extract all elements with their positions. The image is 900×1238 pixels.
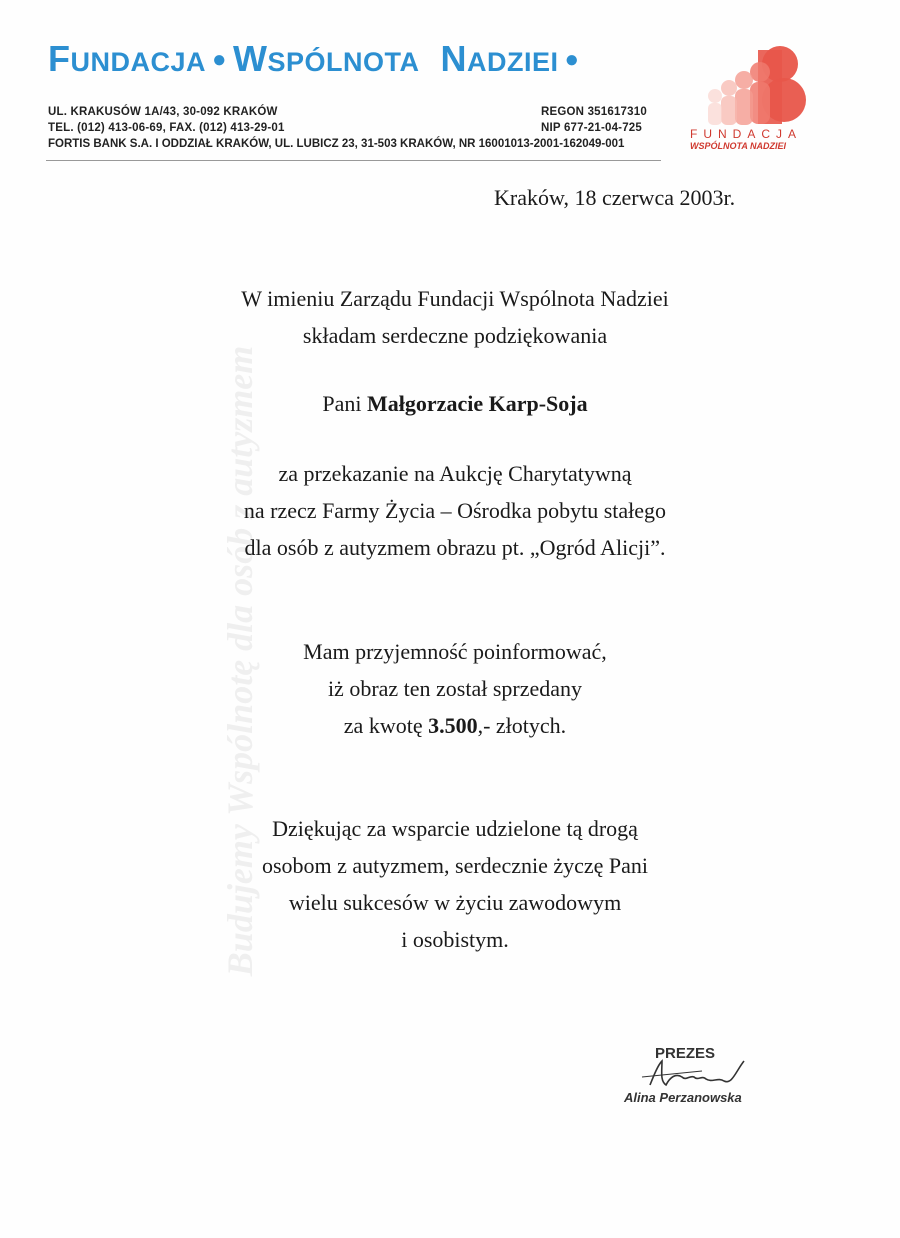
side-watermark: Budujemy Wspólnotę dla osób z autyzmem bbox=[220, 345, 260, 977]
address-line-2: TEL. (012) 413-06-69, FAX. (012) 413-29-01 bbox=[48, 122, 285, 134]
bullet-dot-icon: ● bbox=[212, 46, 228, 73]
foundation-title bbox=[48, 38, 586, 80]
title-word-2: WSPÓLNOTA bbox=[233, 38, 420, 79]
paragraph-line: Mam przyjemność poinformować, bbox=[303, 639, 607, 664]
sale-amount: 3.500 bbox=[428, 713, 478, 738]
address-line-1: UL. KRAKUSÓW 1A/43, 30-092 KRAKÓW bbox=[48, 106, 278, 118]
paragraph-line: Dziękując za wsparcie udzielone tą drogą bbox=[272, 816, 638, 841]
nip-number: NIP 677-21-04-725 bbox=[541, 122, 643, 134]
paragraph-3 bbox=[0, 633, 900, 744]
paragraph-line: osobom z autyzmem, serdecznie życzę Pani bbox=[261, 853, 649, 878]
bank-line: FORTIS BANK S.A. I ODDZIAŁ KRAKÓW, UL. LUBICZ 23, 31-503 KRAKÓW, NR 16001013-2001-162049-001 bbox=[48, 138, 625, 150]
title-word-1: FUNDACJA bbox=[48, 38, 207, 79]
paragraph-line: wielu sukcesów w życiu zawodowym bbox=[288, 890, 622, 915]
letter-date: Kraków, 18 czerwca 2003r. bbox=[494, 185, 736, 210]
paragraph-line: na rzecz Farmy Życia – Ośrodka pobytu stałego bbox=[243, 498, 667, 523]
paragraph-line: składam serdeczne podziękowania bbox=[302, 323, 608, 348]
title-word-3: NADZIEI bbox=[440, 38, 559, 79]
header-divider bbox=[46, 160, 661, 161]
paragraph-line: W imieniu Zarządu Fundacji Wspólnota Nadziei bbox=[241, 286, 669, 311]
recipient-name: Małgorzacie Karp-Soja bbox=[367, 391, 588, 416]
amount-prefix: za kwotę bbox=[343, 713, 429, 738]
recipient-prefix: Pani bbox=[322, 391, 368, 416]
recipient-line bbox=[0, 385, 900, 422]
paragraph-line: iż obraz ten został sprzedany bbox=[327, 676, 583, 701]
paragraph-2 bbox=[0, 455, 900, 566]
regon-number: REGON 351617310 bbox=[541, 106, 647, 118]
paragraph-line: dla osób z autyzmem obrazu pt. „Ogród Alicji”. bbox=[244, 535, 666, 560]
paragraph-line: i osobistym. bbox=[401, 927, 509, 952]
paragraph-line: za przekazanie na Aukcję Charytatywną bbox=[278, 461, 632, 486]
signatory-title: PREZES bbox=[655, 1045, 716, 1062]
logo-text-fundacja: FUNDACJA bbox=[690, 127, 803, 141]
amount-suffix: ,- złotych. bbox=[477, 713, 567, 738]
paragraph-4 bbox=[0, 810, 900, 958]
signatory-name: Alina Perzanowska bbox=[624, 1090, 742, 1105]
logo-text-wspolnota: WSPÓLNOTA NADZIEI bbox=[690, 141, 786, 151]
paragraph-1 bbox=[0, 280, 900, 354]
bullet-dot-icon: ● bbox=[564, 46, 580, 73]
handwritten-signature bbox=[632, 1055, 752, 1095]
